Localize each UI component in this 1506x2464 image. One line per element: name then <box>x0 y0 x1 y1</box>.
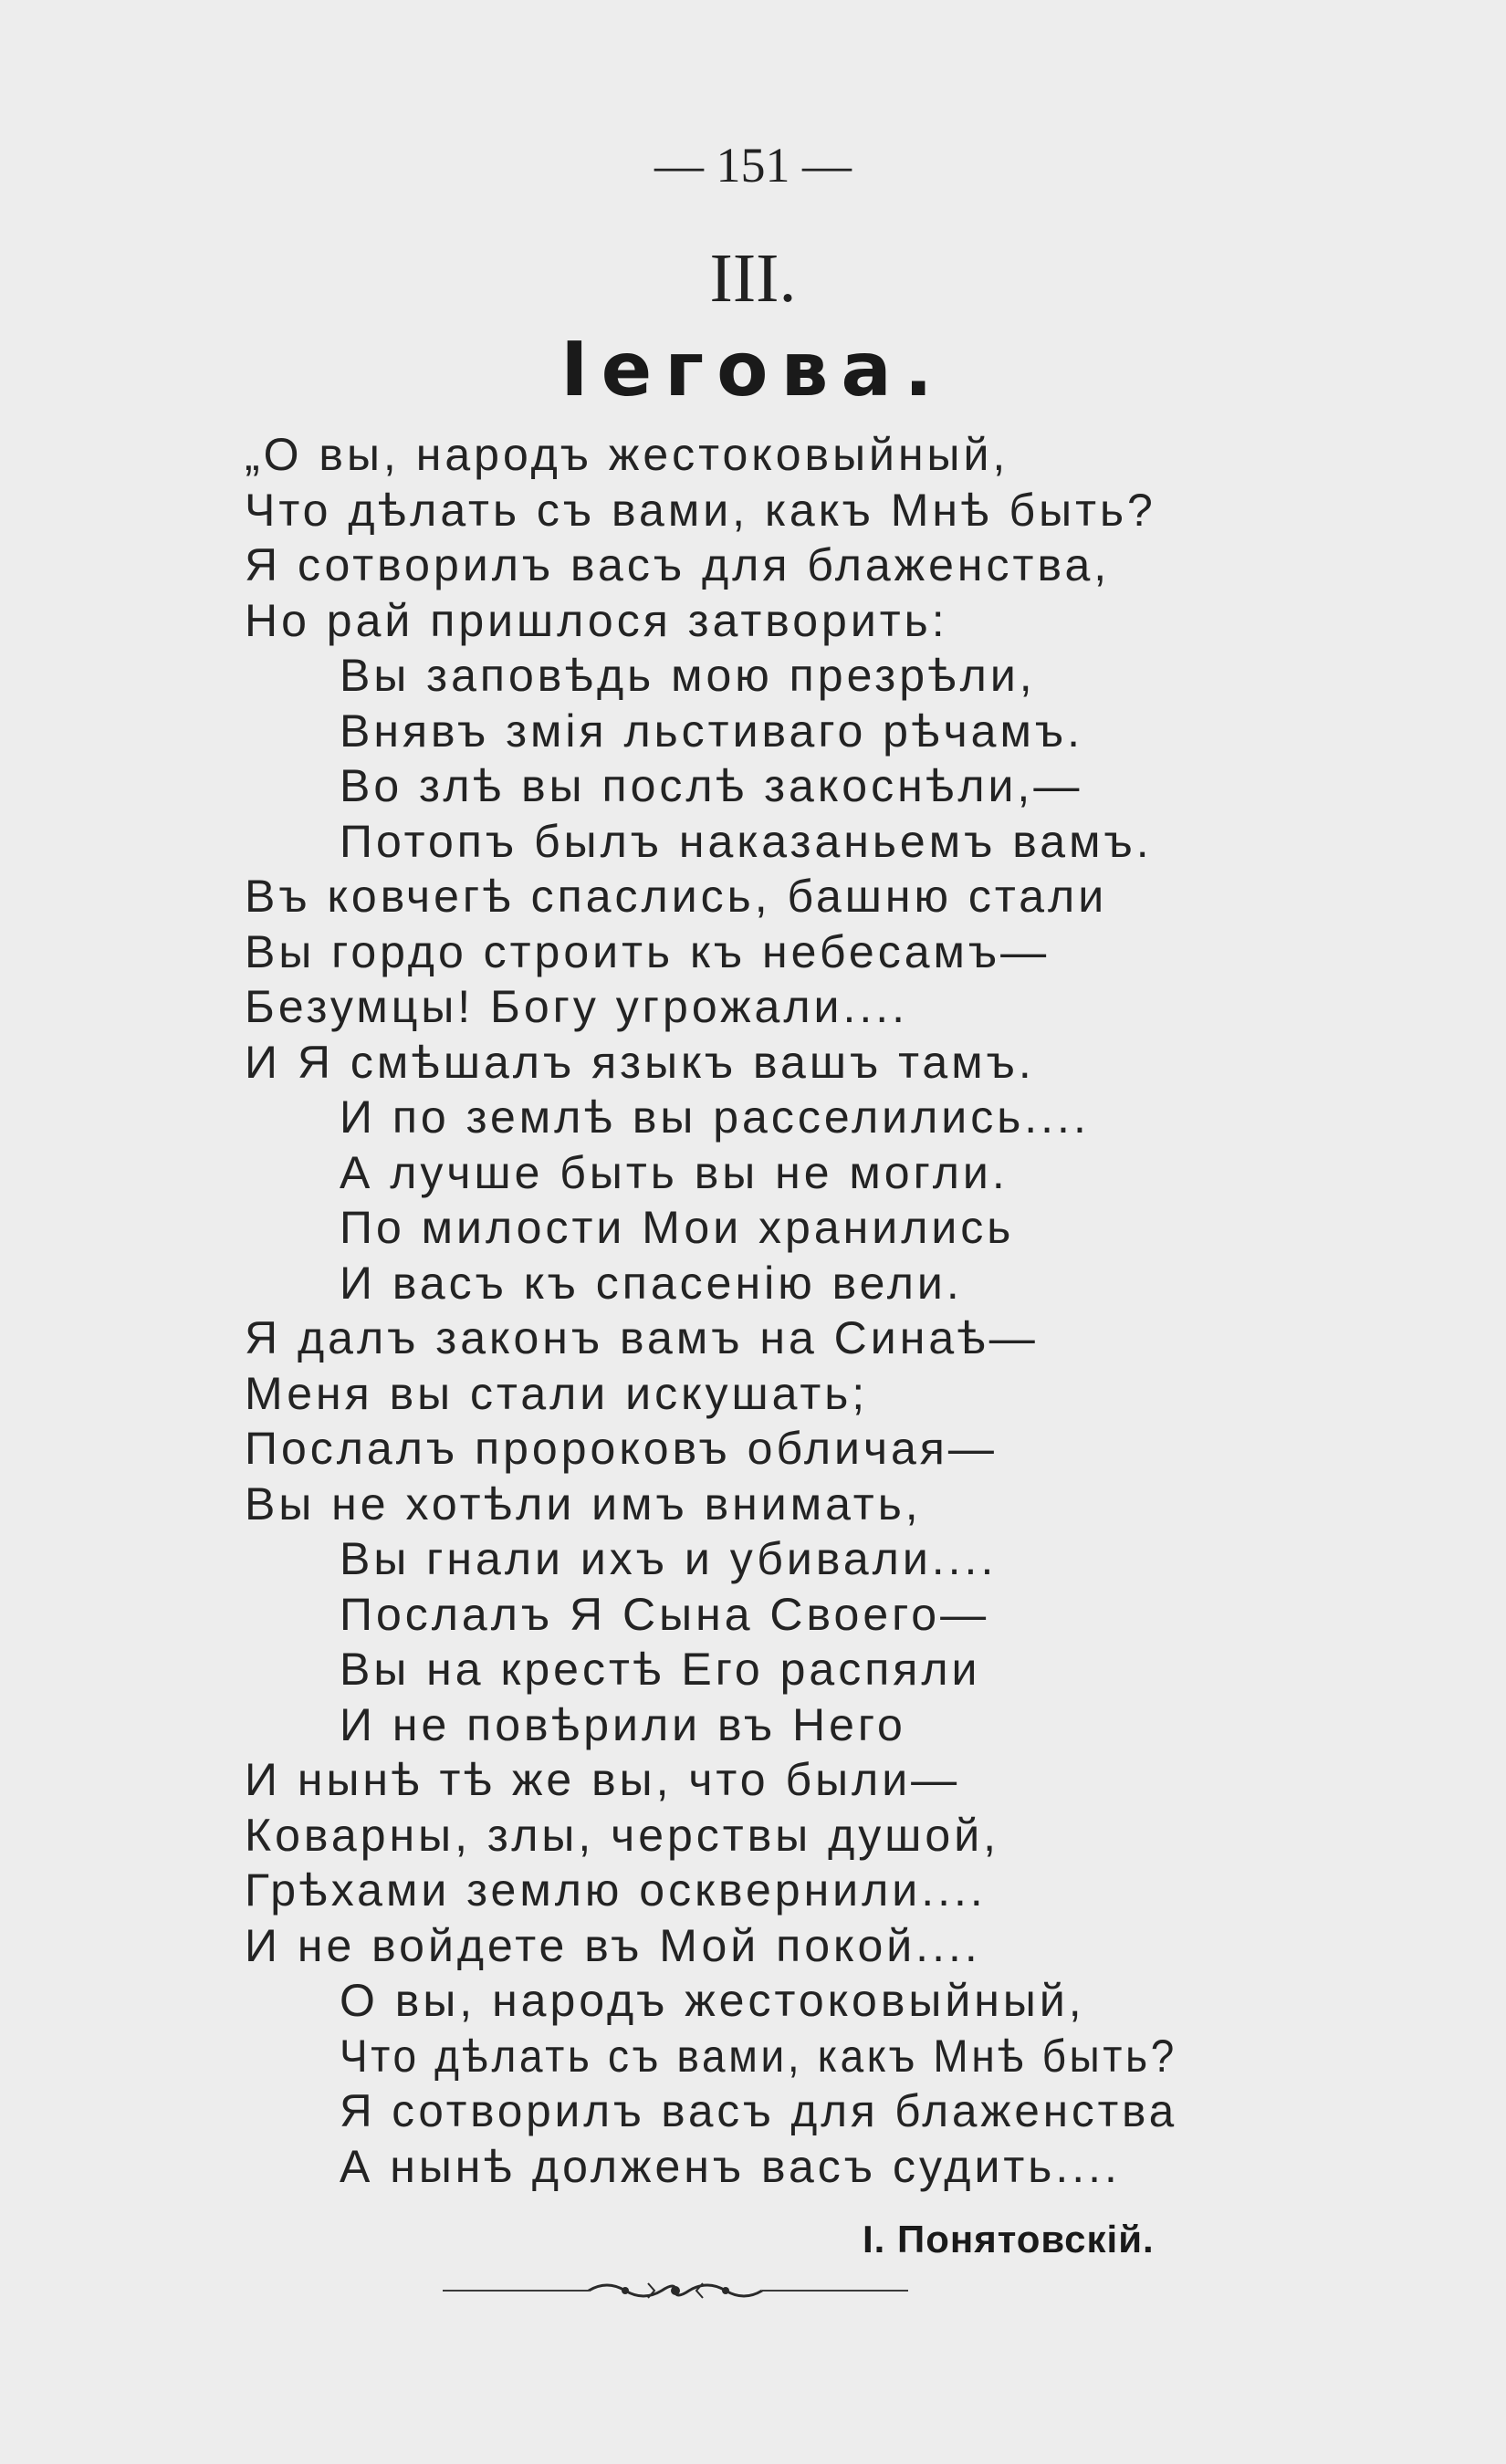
poem-line: Послалъ Я Сына Своего— <box>340 1588 990 1640</box>
poem-line: И по землѣ вы расселились.... <box>340 1091 1090 1143</box>
author-signature: І. Понятовскій. <box>863 2218 1155 2260</box>
poem-line: Послалъ пророковъ обличая— <box>245 1423 998 1474</box>
poem-line: Въ ковчегѣ спаслись, башню стали <box>245 871 1108 922</box>
poem-line: И васъ къ спасенію вели. <box>340 1257 963 1309</box>
poem-line: И не повѣрили въ Него <box>340 1698 906 1750</box>
poem-line: Что дѣлать съ вами, какъ Мнѣ быть? <box>245 484 1156 536</box>
poem-line: И нынѣ тѣ же вы, что были— <box>245 1754 961 1805</box>
poem-line: Вы на крестѣ Его распяли <box>340 1644 981 1695</box>
poem-line: О вы, народъ жестоковыйный, <box>340 1975 1085 2026</box>
poem-line: А нынѣ долженъ васъ судить.... <box>340 2140 1121 2192</box>
poem-line: Потопъ былъ наказаньемъ вамъ. <box>340 815 1153 867</box>
poem-line: Что дѣлать съ вами, какъ Мнѣ быть? <box>340 2030 1177 2082</box>
poem-line: Но рай пришлося затворить: <box>245 594 948 646</box>
poem-line: Я далъ законъ вамъ на Синаѣ— <box>245 1312 1039 1363</box>
poem-line: „О вы, народъ жестоковыйный, <box>245 429 1009 480</box>
poem-line: Вы гордо строить къ небесамъ— <box>245 925 1051 977</box>
poem-line: И не войдете въ Мой покой.... <box>245 1919 981 1971</box>
poem-line: И Я смѣшалъ языкъ вашъ тамъ. <box>245 1036 1035 1088</box>
poem-line: Во злѣ вы послѣ закоснѣли,— <box>340 760 1083 811</box>
poem-line: Я сотворилъ васъ для блаженства, <box>245 539 1111 590</box>
poem-line: А лучше быть вы не могли. <box>340 1146 1009 1198</box>
poem-body <box>0 427 1506 2234</box>
page-number: — 151 — <box>654 138 852 193</box>
poem-line: Безумцы! Богу угрожали.... <box>245 981 909 1032</box>
poem-line: Грѣхами землю осквернили.... <box>245 1864 987 1916</box>
section-number: III. <box>709 240 797 317</box>
poem-line: Вы не хотѣли имъ внимать, <box>245 1477 922 1530</box>
poem-line: Меня вы стали искушать; <box>245 1367 869 1419</box>
poem-line: Внявъ змія льстиваго рѣчамъ. <box>340 705 1083 757</box>
poem-line: Вы заповѣдь мою презрѣли, <box>340 650 1036 701</box>
poem-line: Коварны, злы, черствы душой, <box>245 1809 1000 1861</box>
ornament-divider <box>443 2271 908 2307</box>
poem-line: Я сотворилъ васъ для блаженства <box>340 2085 1178 2136</box>
poem-line: По милости Мои хранились <box>340 1202 1015 1253</box>
poem-title: Іегова. <box>560 327 946 413</box>
poem-line: Вы гнали ихъ и убивали.... <box>340 1533 998 1584</box>
